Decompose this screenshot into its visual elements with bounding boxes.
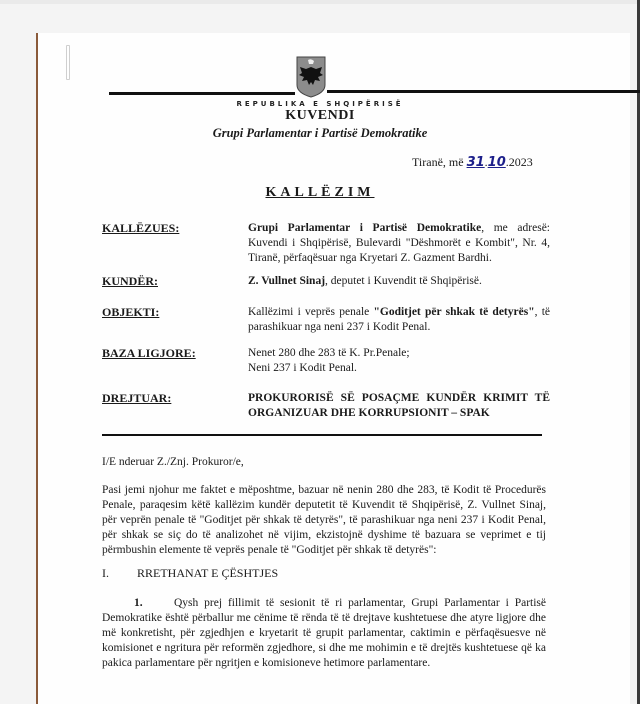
intro-paragraph: Pasi jemi njohur me faktet e mëposhtme, bazuar në nenin 280 dhe 283, të Kodit të Procedurës Penale, paraqesim këtë kallëzim kundër deputetit të Kuvendit të Shqipërisë, Z. Vullnet Sinaj, për veprën penale të "Goditjet për shkak të detyrës", të parashikuar nga neni 237 i Kodit Penal, për shkak se siç do të analizohet në vijim, ekzistojnë dyshime të bazuara se veprimet e tij përmbushin elemente të veprës penale të "Goditjet për shkak të detyrës": xyxy=(102,484,546,556)
date-day: 31 xyxy=(466,155,485,170)
field-value: PROKURORISË SË POSAÇME KUNDËR KRIMIT TË ORGANIZUAR DHE KORRUPSIONIT – SPAK xyxy=(248,392,550,419)
staple-mark xyxy=(66,45,70,80)
document-title: KALLËZIM xyxy=(265,185,375,200)
document-date: Tiranë, më 31.10.2023 xyxy=(412,155,533,170)
header-rule-right xyxy=(327,90,640,93)
paragraph-1 xyxy=(102,596,546,671)
field-label: KALLËZUES: xyxy=(102,221,180,235)
date-prefix: Tiranë, më xyxy=(412,155,464,169)
field-value: Nenet 280 dhe 283 të K. Pr.Penale; Neni 237 i Kodit Penal. xyxy=(248,347,410,374)
header-institution: KUVENDI xyxy=(285,108,355,123)
section-title: RRETHANAT E ÇËSHTJES xyxy=(137,566,279,580)
header-rule-left xyxy=(109,92,295,95)
field-label: OBJEKTI: xyxy=(102,305,160,319)
header-republika: REPUBLIKA E SHQIPËRISË xyxy=(236,100,404,108)
field-label: BAZA LIGJORE: xyxy=(102,346,196,360)
field-label: DREJTUAR: xyxy=(102,391,172,405)
paragraph-text: Qysh prej fillimit të sesionit të ri parlamentar, Grupi Parlamentar i Partisë Demokratike është përballur me cënime të rënda të të drejtave kushtetuese dhe atyre ligjore dhe më konkretisht, për zgjedhjen e kryetarit të grupit parlamentar, caktimin e përfaqësuesve në komisionet e ngritura për reformën zgjedhore, si dhe me mohimin e të drejtës kushtetuese që ka pakica parlamentare për ngritjen e komisioneve hetimore parlamentare. xyxy=(102,597,546,669)
header-group: Grupi Parlamentar i Partisë Demokratike xyxy=(212,126,428,140)
date-year: .2023 xyxy=(505,155,533,169)
field-value: Grupi Parlamentar i Partisë Demokratike, me adresë: Kuvendi i Shqipërisë, Bulevardi "Dëshmorët e Kombit", Nr. 4, Tiranë, përfaqësuar nga Kryetari Z. Gazment Bardhi. xyxy=(248,222,550,264)
albania-coat-of-arms-icon xyxy=(295,55,327,98)
section-heading xyxy=(102,566,278,581)
salutation: I/E nderuar Z./Znj. Prokuror/e, xyxy=(102,456,244,468)
paragraph-number: 1. xyxy=(134,597,143,609)
date-month: 10 xyxy=(487,155,506,170)
viewer-top-strip xyxy=(0,0,637,4)
field-value: Z. Vullnet Sinaj, deputet i Kuvendit të Shqipërisë. xyxy=(248,275,482,287)
section-divider xyxy=(102,434,542,436)
section-number: I. xyxy=(102,566,109,580)
field-value: Kallëzimi i veprës penale "Goditjet për shkak të detyrës", të parashikuar nga neni 237 i Kodit Penal. xyxy=(248,306,551,333)
field-label: KUNDËR: xyxy=(102,274,158,288)
